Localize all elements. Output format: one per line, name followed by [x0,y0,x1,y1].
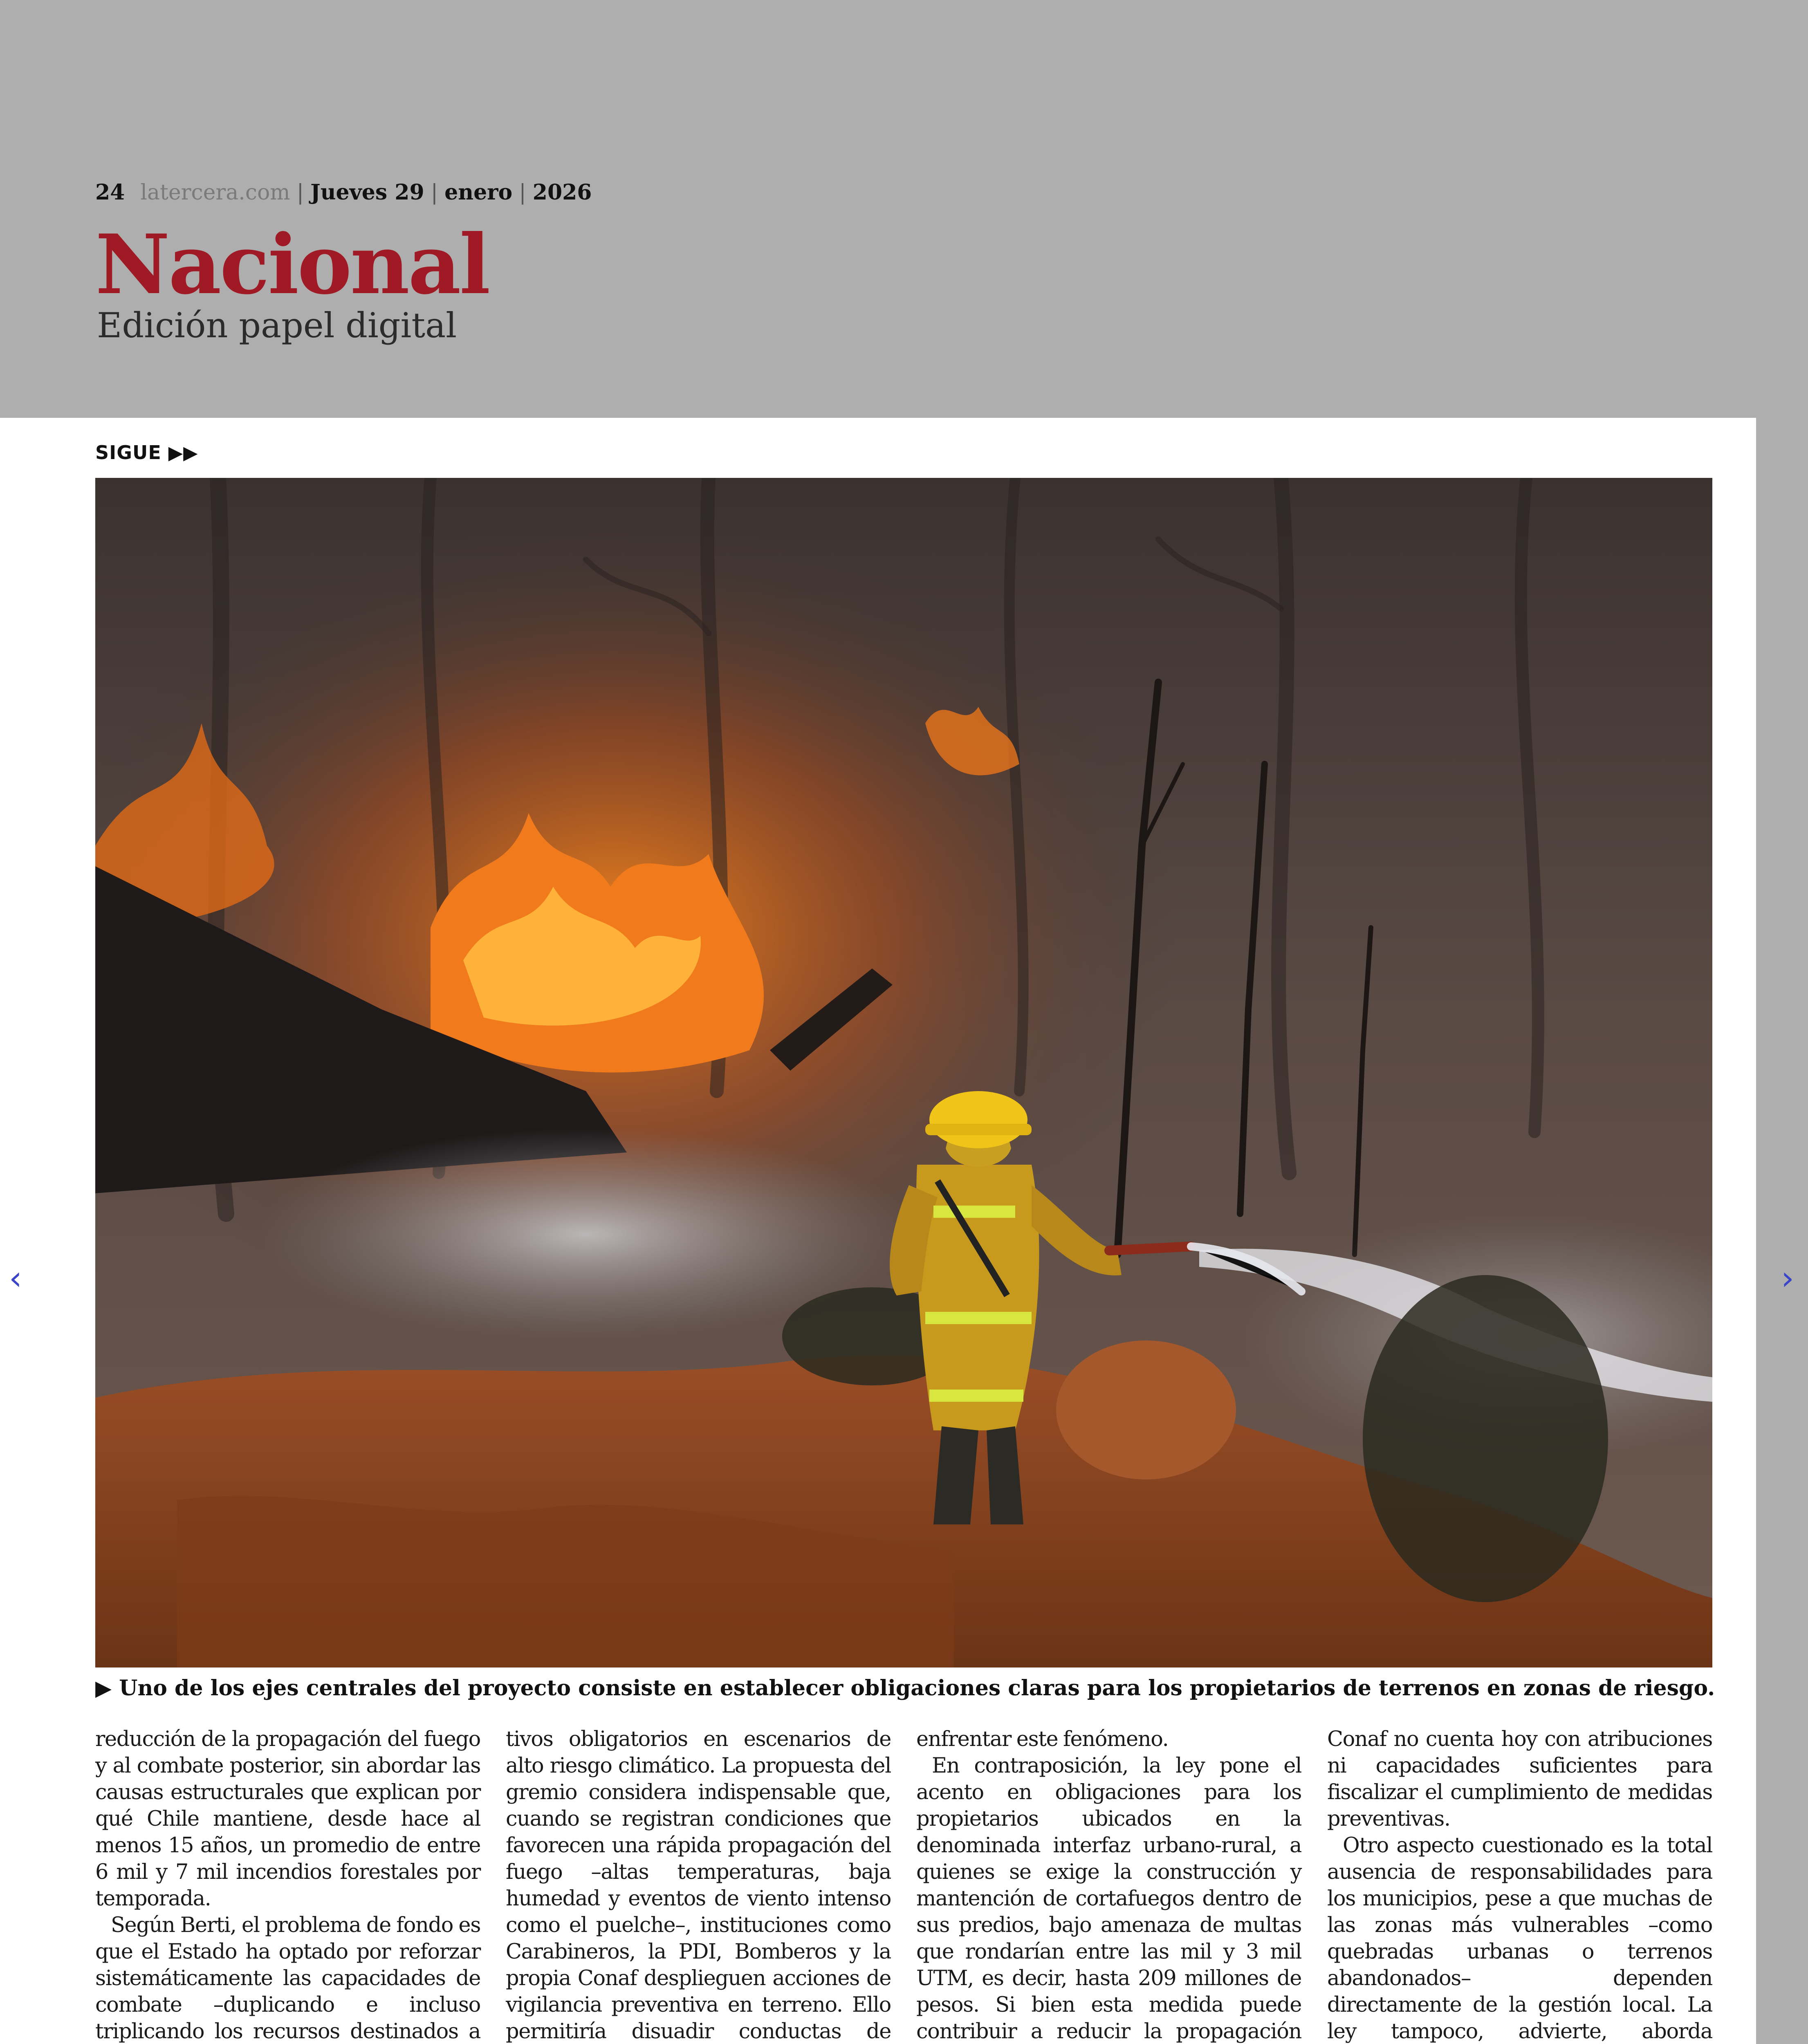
edition-subtitle: Edición papel digital [97,305,457,345]
paragraph: Según Berti, el problema de fondo es que el Estado ha optado por reforzar sistemáticamente las capacidades de combate –duplicando e incluso triplicando los recursos destinados a [95,1913,480,2044]
date-year: 2026 [532,180,592,205]
section-title: Nacional [95,217,489,313]
wildfire-photo [95,478,1712,1667]
newspaper-page [0,418,1756,2044]
site-name: latercera.com [140,180,290,205]
next-page-arrow[interactable]: › [1781,1259,1794,1297]
paragraph: Conaf no cuenta hoy con atribuciones ni capacidades suficientes para fiscalizar el cumplimiento de medidas preventivas. [1327,1727,1712,1831]
article-column-2 [506,1726,891,2044]
sigue-label: SIGUE ▶▶ [95,442,198,464]
article-body [95,1726,1712,2044]
article-column-1 [95,1726,480,2044]
paragraph: En contraposición, la ley pone el acento en obligaciones para los propietarios ubicados en la denominada interfaz urbano-rural, a quienes se exige la construcción y mantención de cortafuegos dentro de sus predios, bajo amenaza de multas que rondarían entre las mil y 3 mil UTM, es decir, hasta 209 millones de pesos. Si bien esta medida puede contribuir a reducir la propagación [916,1754,1301,2044]
page-number: 24 [95,180,125,205]
date-month: enero [444,180,513,205]
paragraph: reducción de la propagación del fuego y al combate posterior, sin abordar las causas estructurales que explican por qué Chile mantiene, desde hace al menos 15 años, un promedio de entre 6 mil y 7 mil incendios forestales por temporada. [95,1727,480,1911]
article-column-3 [916,1726,1301,2044]
previous-page-arrow[interactable]: ‹ [9,1259,22,1297]
article-column-4 [1327,1726,1712,2044]
paragraph: Otro aspecto cuestionado es la total ausencia de responsabilidades para los municipios, pese a que muchas de las zonas más vulnerables –como quebradas urbanas o terrenos abandonados– dependen directamente de la gestión local. La ley tampoco, advierte, aborda [1327,1833,1712,2044]
date-day: Jueves 29 [310,180,424,205]
masthead-dateline: 24 latercera.com | Jueves 29 | enero | 2026 [95,180,592,205]
paragraph: enfrentar este fenómeno. [916,1727,1169,1751]
photo-caption: ▶ Uno de los ejes centrales del proyecto consiste en establecer obligaciones claras para los propietarios de terrenos en zonas de riesgo. [95,1676,1715,1701]
paragraph: tivos obligatorios en escenarios de alto riesgo climático. La propuesta del gremio considera indispensable que, cuando se registran condiciones que favorecen una rápida propagación del fuego –altas temperaturas, baja humedad y eventos de viento intenso como el puelche–, instituciones como Carabineros, la PDI, Bomberos y la propia Conaf desplieguen acciones de vigilancia preventiva en terreno. Ello permitiría disuadir conductas de [506,1727,891,2044]
